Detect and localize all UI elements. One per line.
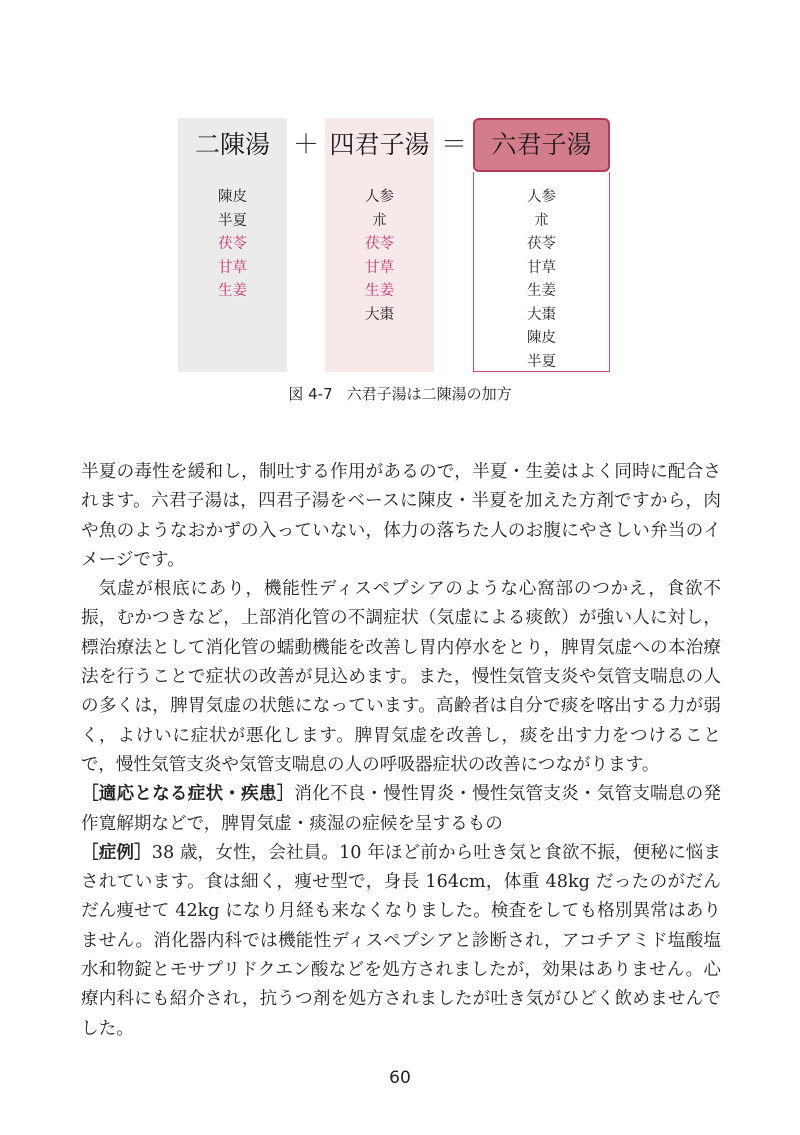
caption-number: 図 4-7 bbox=[288, 385, 333, 403]
paragraph: 半夏の毒性を緩和し，制吐する作用があるので，半夏・生姜はよく同時に配合されます。六君子湯は，四君子湯をベースに陳皮・半夏を加えた方剤ですから，肉や魚のようなおかずの入っていない，体力の落ちた人のお腹にやさしい弁当のイメージです。 bbox=[81, 462, 721, 570]
ingredient-item: 茯苓 bbox=[365, 236, 394, 252]
page-number: 60 bbox=[389, 1068, 411, 1088]
ingredient-item: 生姜 bbox=[218, 283, 247, 299]
figure-caption bbox=[0, 383, 800, 404]
ingredient-item: 陳皮 bbox=[218, 189, 247, 205]
paragraph: 気虚が根底にあり，機能性ディスペプシアのような心窩部のつかえ，食欲不振，むかつきなど，上部消化管の不調症状（気虚による痰飲）が強い人に対し，標治療法として消化管の蠕動機能を改善し胃内停水をとり，脾胃気虚への本治療法を行うことで症状の改善が見込めます。また，慢性気管支炎や気管支喘息の人の多くは，脾胃気虚の状態になっています。高齢者は自分で痰を喀出する力が弱く，よけいに症状が悪化します。脾胃気虚を改善し，痰を出す力をつけることで，慢性気管支炎や気管支喘息の人の呼吸器症状の改善につながります。 bbox=[81, 579, 721, 775]
formula-a-title: 二陳湯 bbox=[194, 130, 270, 159]
caption-text: 六君子湯は二陳湯の加方 bbox=[346, 385, 512, 403]
formula-a-ingredients bbox=[178, 186, 287, 304]
ingredient-item: 生姜 bbox=[527, 283, 556, 299]
case-label: ［症例］ bbox=[81, 842, 152, 863]
ingredient-item: 茯苓 bbox=[527, 236, 556, 252]
formula-figure bbox=[0, 0, 800, 420]
ingredient-item: 半夏 bbox=[218, 212, 247, 229]
ingredient-item: 陳皮 bbox=[527, 330, 556, 346]
ingredient-item: 生姜 bbox=[365, 283, 394, 299]
ingredient-item: 大棗 bbox=[527, 306, 556, 323]
ingredient-item: 甘草 bbox=[218, 259, 247, 276]
ingredient-item: 朮 bbox=[372, 212, 387, 229]
indications-text: 消化不良・慢性胃炎・慢性気管支炎・気管支喘息の発作寛解期などで，脾胃気虚・痰湿の症候を呈するもの bbox=[81, 784, 721, 834]
plus-sign: ＋ bbox=[292, 130, 319, 160]
case-text: 38 歳，女性，会社員。10 年ほど前から吐き気と食欲不振，便秘に悩まされています。食は細く，痩せ型で，身長 164cm，体重 48kg だったのがだんだん痩せて 42kg になり月経も来なくなりました。検査をしても格別異常はありません。消化器内科では機能性ディスペプシアと診断され，アコチアミド塩酸塩水和物錠とモサプリドクエン酸などを処方されましたが，効果はありません。心療内科にも紹介され，抗うつ剤を処方されましたが吐き気がひどく飲めませんでした。 bbox=[81, 842, 721, 1039]
body-text bbox=[81, 458, 721, 1044]
indications-paragraph bbox=[81, 780, 721, 839]
result-title: 六君子湯 bbox=[473, 118, 610, 172]
formula-b-title: 四君子湯 bbox=[329, 130, 430, 159]
equals-sign: ＝ bbox=[440, 130, 467, 160]
ingredient-item: 半夏 bbox=[527, 353, 556, 370]
ingredient-item: 人参 bbox=[527, 189, 556, 205]
ingredient-item: 人参 bbox=[365, 189, 394, 205]
result-ingredients bbox=[473, 186, 610, 374]
ingredient-item: 甘草 bbox=[365, 259, 394, 276]
indications-label: ［適応となる症状・疾患］ bbox=[81, 784, 295, 805]
ingredient-item: 朮 bbox=[534, 212, 549, 229]
formula-b-ingredients bbox=[325, 186, 434, 327]
ingredient-item: 茯苓 bbox=[218, 236, 247, 252]
ingredient-item: 大棗 bbox=[365, 306, 394, 323]
case-paragraph bbox=[81, 839, 721, 1044]
ingredient-item: 甘草 bbox=[527, 259, 556, 276]
